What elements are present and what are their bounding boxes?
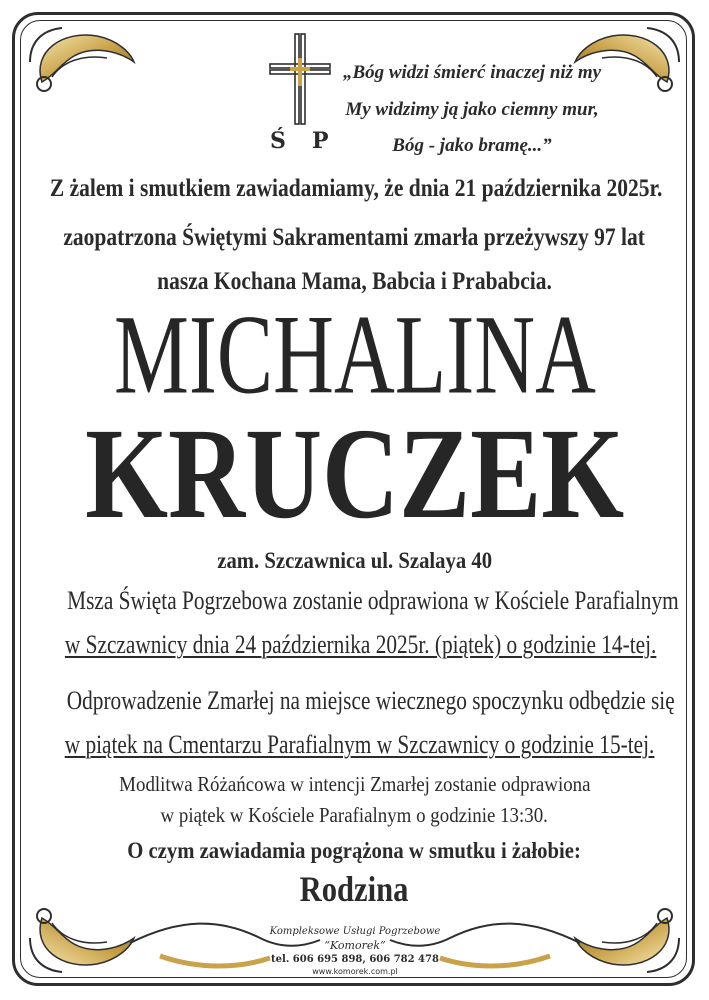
quote-line-3: Bóg - jako bramę...” — [392, 135, 552, 156]
company-name: “Komorek” — [324, 939, 386, 952]
announcement-line-1: Z żalem i smutkiem zawiadamiamy, że dnia 21 października 2025r. — [49, 175, 663, 202]
burial-line-1: Odprowadzenie Zmarłej na miejsce wiecznego spoczynku odbędzie się — [66, 686, 675, 715]
closing-line: O czym zawiadamia pogrążona w smutku i żałobie: — [127, 838, 582, 863]
company-service: Kompleksowe Usługi Pogrzebowe — [269, 926, 441, 937]
mass-line-1: Msza Święta Pogrzebowa zostanie odprawiona w Kościele Parafialnym — [67, 586, 679, 615]
announcement-line-3: nasza Kochana Mama, Babcia i Prababcia. — [157, 268, 552, 295]
deceased-address: zam. Szczawnica ul. Szalaya 40 — [217, 548, 492, 573]
announcement-line-2: zaopatrzona Świętymi Sakramentami zmarła przeżywszy 97 lat — [63, 224, 646, 251]
cross-letter-p: P — [312, 128, 329, 154]
quote-line-1: „Bóg widzi śmierć inaczej niż my — [342, 62, 602, 83]
ornament-top-left-icon — [22, 22, 142, 97]
quote-line-2: My widzimy ją jako ciemny mur, — [345, 99, 599, 120]
burial-line-2: w piątek na Cmentarzu Parafialnym w Szczawnicy o godzinie 15-tej. — [64, 730, 655, 759]
funeral-company-box — [232, 918, 478, 974]
ornament-top-right-icon — [567, 22, 687, 97]
mass-line-2: w Szczawnicy dnia 24 października 2025r. (piątek) o godzinie 14-tej. — [64, 630, 657, 659]
family-signature: Rodzina — [300, 869, 409, 909]
company-phone: tel. 606 695 898, 606 782 478 — [271, 954, 439, 965]
deceased-last-name: KRUCZEK — [85, 402, 624, 546]
rosary-line-2: w piątek w Kościele Parafialnym o godzinie 13:30. — [160, 803, 549, 827]
rosary-line-1: Modlitwa Różańcowa w intencji Zmarłej zostanie odprawiona — [118, 772, 591, 796]
deceased-first-name: MICHALINA — [113, 293, 596, 418]
company-website: www.komorek.com.pl — [312, 967, 398, 976]
cross-letter-s: Ś — [270, 128, 286, 154]
